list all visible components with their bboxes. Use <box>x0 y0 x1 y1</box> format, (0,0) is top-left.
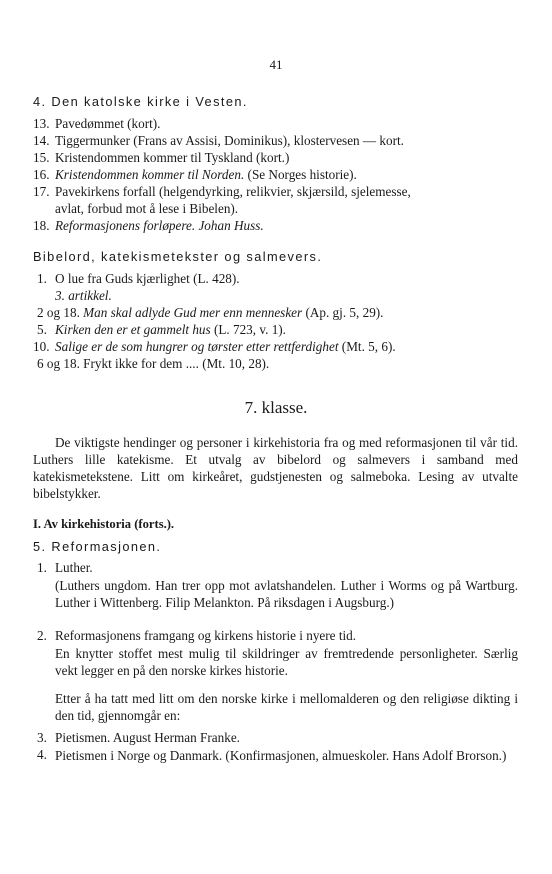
list-item-continuation: avlat, forbud mot å lese i Bibelen). <box>55 201 239 216</box>
item-number: 13. <box>33 116 50 131</box>
note-paragraph: Etter å ha tatt med litt om den norske kirke i mellomalderen og den religiøse dikting i den tid, gjennomgår en: <box>55 691 518 723</box>
item-number: 16. <box>33 167 50 182</box>
list-item <box>37 730 240 746</box>
item-text-italic: Reformasjonens forløpere. Johan Huss. <box>55 218 264 233</box>
item-number: 10. <box>33 339 50 354</box>
item-number: 15. <box>33 150 50 165</box>
item-number: 1. <box>37 560 47 575</box>
list-item <box>37 322 286 338</box>
list-item <box>37 747 518 764</box>
list-item <box>33 184 411 200</box>
item-number: 2. <box>37 628 47 643</box>
section-heading-bibelord: Bibelord, katekismetekster og salmevers. <box>33 249 323 264</box>
item-text-italic: Kristendommen kommer til Norden. <box>55 167 245 182</box>
item-text: Tiggermunker (Frans av Assisi, Dominikus), klostervesen — kort. <box>55 133 404 148</box>
item-number: 1. <box>37 271 47 286</box>
list-item-detail: (Luthers ungdom. Han trer opp mot avlatshandelen. Luther i Worms og på Wartburg. Luther i Wittenberg. Filip Melankton. På riksdagen i Augsburg.) <box>55 578 518 610</box>
item-number: 14. <box>33 133 50 148</box>
sub-heading-artikkel: 3. artikkel. <box>55 288 112 303</box>
item-text-rest: (Ap. gj. 5, 29). <box>302 305 384 320</box>
item-number: 3. <box>37 730 47 745</box>
item-text: Frykt ikke for dem .... (Mt. 10, 28). <box>83 356 270 371</box>
item-text-rest: (Se Norges historie). <box>244 167 357 182</box>
list-item <box>33 167 357 183</box>
item-number: 6 og 18. <box>37 356 80 371</box>
list-item <box>37 628 356 644</box>
item-text-rest: (Mt. 5, 6). <box>338 339 396 354</box>
section-heading-catholic-church: 4. Den katolske kirke i Vesten. <box>33 94 248 109</box>
item-number: 17. <box>33 184 50 199</box>
item-text: Pietismen. August Herman Franke. <box>55 730 240 745</box>
subheading-reformasjonen: 5. Reformasjonen. <box>33 539 162 554</box>
item-text-italic: Man skal adlyde Gud mer enn mennesker <box>83 305 303 320</box>
item-number: 18. <box>33 218 50 233</box>
item-number: 5. <box>37 322 47 337</box>
list-item <box>37 560 93 576</box>
item-text-italic: Kirken den er et gammelt hus <box>55 322 211 337</box>
item-text-italic: Salige er de som hungrer og tørster etter rettferdighet <box>55 339 339 354</box>
list-item-detail: En knytter stoffet mest mulig til skildringer av fremtredende personligheter. Særlig vekt legger en på den norske kirkes historie. <box>55 646 518 678</box>
item-text: Luther. <box>55 560 93 575</box>
item-number: 2 og 18. <box>37 305 80 320</box>
item-text: Pavedømmet (kort). <box>55 116 161 131</box>
list-item <box>37 305 383 321</box>
list-item <box>37 356 269 372</box>
class-title: 7. klasse. <box>244 398 308 417</box>
item-number: 4. <box>37 747 47 762</box>
list-item <box>33 150 289 166</box>
item-text: Pietismen i Norge og Danmark. (Konfirmasjonen, almueskoler. Hans Adolf Brorson.) <box>55 748 507 763</box>
list-item <box>33 133 404 149</box>
list-item <box>37 271 240 287</box>
page-number: 41 <box>269 57 283 72</box>
section-heading-kirkehistoria: I. Av kirkehistoria (forts.). <box>33 517 175 531</box>
list-item <box>33 116 160 132</box>
item-text-line1: Pavekirkens forfall (helgendyrking, relikvier, skjærsild, sjelemesse, <box>55 184 411 199</box>
item-text: Reformasjonens framgang og kirkens historie i nyere tid. <box>55 628 357 643</box>
list-item <box>33 218 264 234</box>
item-text-rest: (L. 723, v. 1). <box>210 322 286 337</box>
item-text: O lue fra Guds kjærlighet (L. 428). <box>55 271 240 286</box>
item-text: Kristendommen kommer til Tyskland (kort.) <box>55 150 290 165</box>
list-item <box>33 339 396 355</box>
class-intro-paragraph: De viktigste hendinger og personer i kirkehistoria fra og med reformasjonen til vår tid. Luthers lille katekisme. Et utvalg av bibelord og salmevers i samband med katekismetekstene. Litt om kirkeåret, gudstjenesten og salmeboka. Lesing av utvalte bibelstykker. <box>33 435 518 501</box>
